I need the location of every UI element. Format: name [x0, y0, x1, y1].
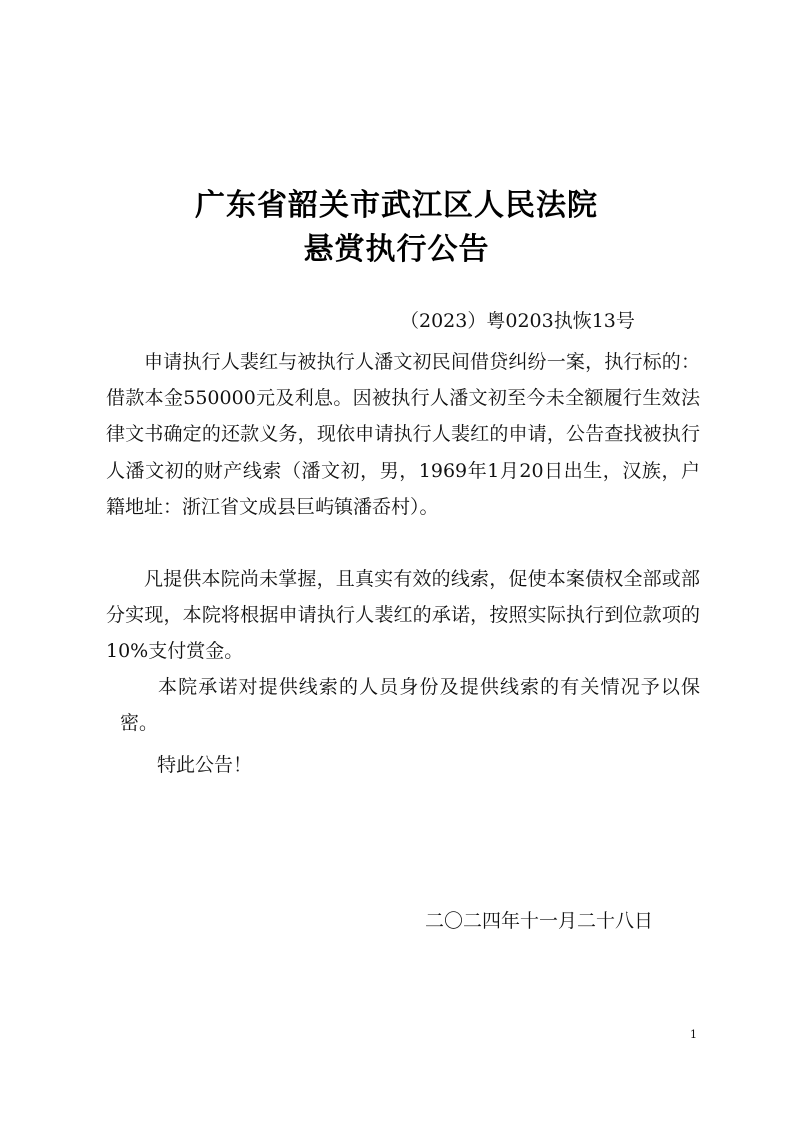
- closing-statement: 特此公告！: [157, 754, 253, 776]
- paragraph-case-details: 申请执行人裴红与被执行人潘文初民间借贷纠纷一案，执行标的：借款本金550000元及利息。因被执行人潘文初至今未全额履行生效法律文书确定的还款义务，现依申请执行人裴红的申请，公告查找被执行人潘文初的财产线索（潘文初，男，1969年1月20日出生，汉族，户籍地址：浙江省文成县巨屿镇潘岙村）。: [106, 351, 700, 518]
- paragraph-confidentiality: 本院承诺对提供线索的人员身份及提供线索的有关情况予以保密。: [120, 676, 700, 735]
- paragraph-reward-terms: 凡提供本院尚未掌握，且真实有效的线索，促使本案债权全部或部分实现，本院将根据申请执行人裴红的承诺，按照实际执行到位款项的10%支付赏金。: [106, 568, 700, 663]
- case-number: （2023）粤0203执恢13号: [400, 310, 635, 332]
- notice-title: 悬赏执行公告: [303, 232, 490, 267]
- issue-date: 二〇二四年十一月二十八日: [425, 910, 654, 932]
- page-number: 1: [690, 1028, 697, 1041]
- court-name-title: 广东省韶关市武江区人民法院: [195, 188, 598, 223]
